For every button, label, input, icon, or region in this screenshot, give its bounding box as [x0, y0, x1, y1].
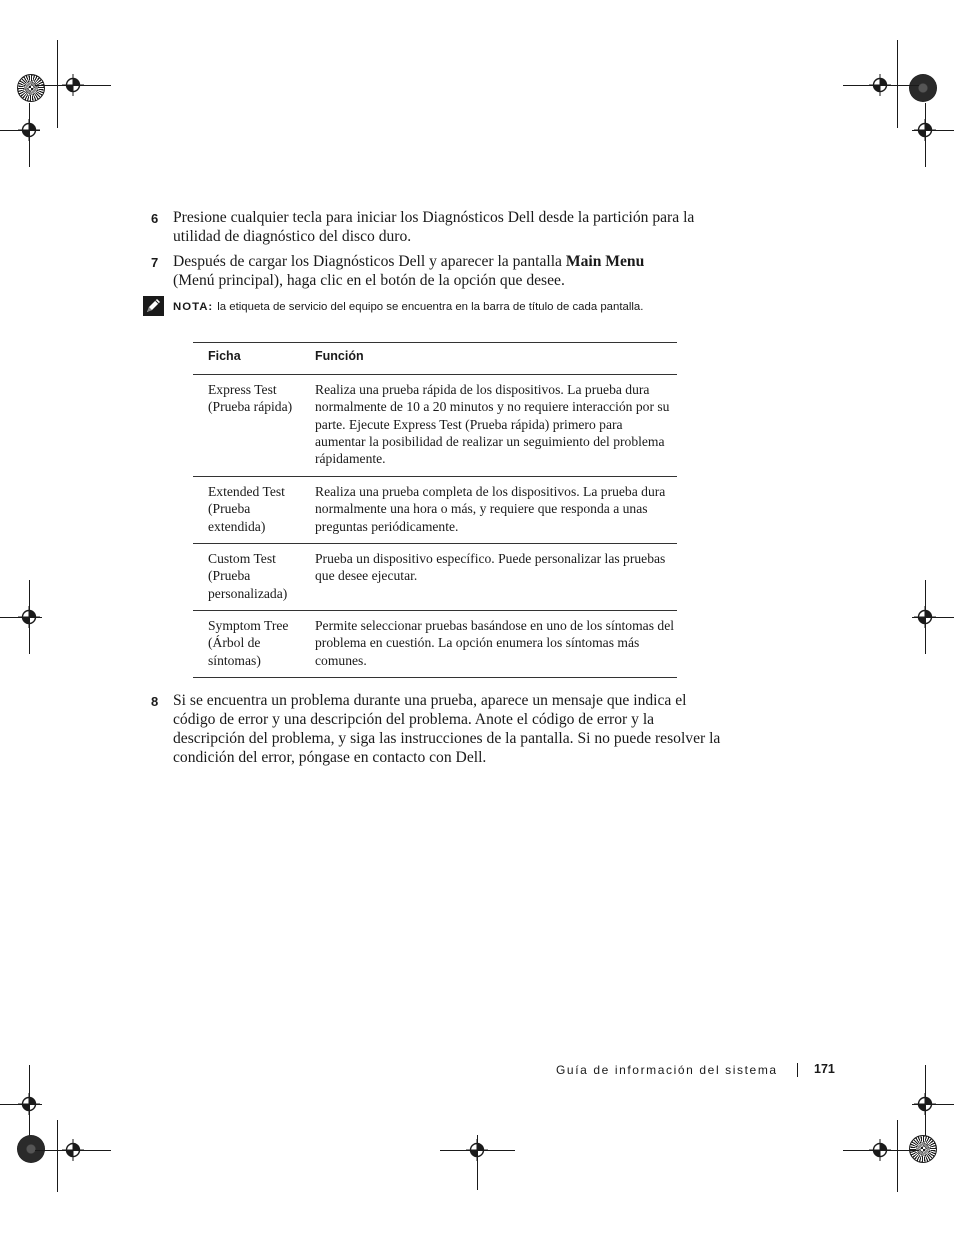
table-row — [193, 477, 677, 544]
registration-target-icon — [466, 1139, 488, 1161]
registration-target-icon — [869, 1139, 891, 1161]
registration-target-icon — [18, 1093, 40, 1115]
page-number: 171 — [814, 1062, 835, 1076]
footer-separator — [797, 1063, 798, 1077]
table-cell-tab: Custom Test (Prueba personalizada) — [208, 551, 288, 601]
table-cell-tab: Extended Test (Prueba extendida) — [208, 484, 285, 534]
footer-title: Guía de información del sistema — [556, 1063, 778, 1077]
step-text: Presione cualquier tecla para iniciar los Diagnósticos Dell desde la partición para la utilidad de diagnóstico del disco duro. — [173, 209, 695, 245]
pencil-note-icon — [143, 296, 164, 316]
table-header — [193, 342, 677, 375]
registration-rosette-icon — [17, 1135, 45, 1163]
table-cell-function: Realiza una prueba completa de los dispositivos. La prueba dura normalmente una hora o más, y requiere que responda a unas preguntas periódicamente. — [315, 484, 666, 534]
step-text — [173, 252, 673, 290]
registration-target-icon — [62, 1139, 84, 1161]
table-cell-tab: Symptom Tree (Árbol de síntomas) — [208, 618, 289, 668]
step-text-part: (Menú principal), haga clic en el botón de la opción que desee. — [173, 272, 565, 289]
note-body: la etiqueta de servicio del equipo se encuentra en la barra de título de cada pantalla. — [217, 301, 644, 313]
menu-name: Main Menu — [565, 253, 645, 270]
registration-rosette-icon — [909, 1135, 937, 1163]
column-header-ficha: Ficha — [208, 349, 241, 363]
table-cell-tab: Express Test (Prueba rápida) — [208, 382, 293, 415]
step-number: 7 — [151, 255, 159, 270]
column-header-funcion: Función — [315, 349, 364, 363]
registration-target-icon — [914, 119, 936, 141]
note-text — [173, 299, 733, 315]
table-row — [193, 544, 677, 611]
note-label: NOTA: — [173, 301, 214, 313]
registration-target-icon — [18, 119, 40, 141]
registration-target-icon — [62, 74, 84, 96]
table-cell-function: Realiza una prueba rápida de los dispositivos. La prueba dura normalmente de 10 a 20 minutos y no requiere interacción por su parte. Ejecute Express Test (Prueba rápida) primero para aumentar la posibilidad de realizar un seguimiento del problema rápidamente. — [315, 382, 670, 467]
table-cell-function: Prueba un dispositivo específico. Puede personalizar las pruebas que desee ejecutar. — [315, 551, 666, 584]
diagnostics-options-table — [193, 342, 677, 678]
step-number: 6 — [151, 211, 159, 226]
table-cell-function: Permite seleccionar pruebas basándose en uno de los síntomas del problema en cuestión. La opción enumera los síntomas más comunes. — [315, 618, 674, 668]
registration-target-icon — [914, 1093, 936, 1115]
registration-target-icon — [869, 74, 891, 96]
registration-target-icon — [914, 606, 936, 628]
step-text: Si se encuentra un problema durante una prueba, aparece un mensaje que indica el código de error y una descripción del problema. Anote el código de error y la descripción del problema, y siga las instrucciones de la pantalla. Si no puede resolver la condición del error, póngase en contacto con Dell. — [173, 692, 721, 766]
registration-rosette-icon — [909, 74, 937, 102]
step-text-part: Después de cargar los Diagnósticos Dell y aparecer la pantalla — [173, 253, 566, 270]
registration-target-icon — [18, 606, 40, 628]
registration-rosette-icon — [17, 74, 45, 102]
table-row — [193, 611, 677, 678]
step-number: 8 — [151, 694, 159, 709]
table-row — [193, 375, 677, 477]
